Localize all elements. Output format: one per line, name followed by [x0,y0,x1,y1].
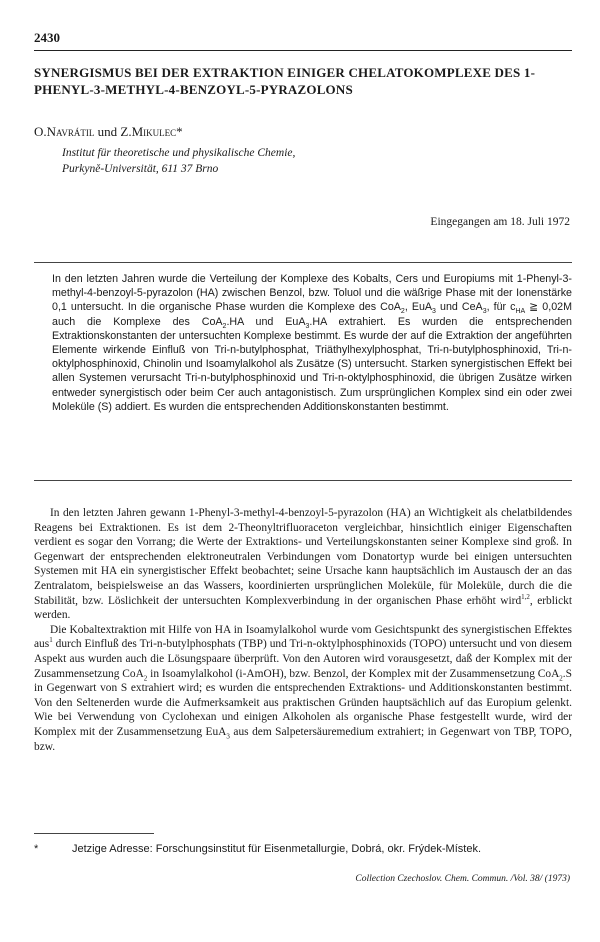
footnote-text: Jetzige Adresse: Forschungsinstitut für Eisenmetallurgie, Dobrá, okr. Frýdek-Místek. [72,843,481,855]
page-number: 2430 [34,30,60,45]
abstract-bottom-rule [34,480,572,481]
header-rule [34,50,572,51]
footnote [34,843,572,855]
journal-reference: Collection Czechoslov. Chem. Commun. /Vol. 38/ (1973) [355,874,570,884]
received-date: Eingegangen am 18. Juli 1972 [430,216,570,228]
affiliation-line-2: Purkyně-Universität, 611 37 Brno [62,163,219,175]
footnote-mark: * [34,843,39,855]
body-paragraph-2: Die Kobaltextraktion mit Hilfe von HA in Isoamylalkohol wurde vom Gesichtspunkt des synergistischen Effektes aus$^1$ durch Einfluß des Tri-n-butylphosphats (TBP) und Tri-n-oktylphosphinoxids (TOPO) untersucht und von diesem Aspekt aus wurden auch die Lösungspaare überprüft. Von den Autoren wird vorausgesetzt, daß der Komplex mit der Zusammensetzung CoA$_2$ in Isoamylalkohol (i-AmOH), bzw. Benzol, der Komplex mit der Zusammensetzung CoA$_2$.S in Gegenwart von S extrahiert wird; es wurden die entsprechenden Extraktions- und Additionskonstanten bestimmt. Von den Seltenerden wurde die Aufmerksamkeit aus praktischen Gründen hauptsächlich auf das Europium gelenkt. Wie bei Verwendung von Cyclohexan und einigen Alkoholen als organische Phase festgestellt wurde, wird der Komplex mit der Zusammensetzung EuA$_3$ aus dem Salpetersäuremedium extrahiert; in Gegenwart von TBP, TOPO, bzw. [34,623,572,753]
body-text [34,506,572,754]
article-title: SYNERGISMUS BEI DER EXTRAKTION EINIGER CHELATOKOMPLEXE DES 1-PHENYL-3-METHYL-4-BENZOYL-5-PYRAZOLONS [34,65,536,97]
affiliation-line-1: Institut für theoretische und physikalische Chemie, [62,147,296,159]
footnote-rule [34,833,154,834]
affiliation [62,145,542,177]
author-mikulec: Z.Mikulec [120,124,177,139]
author-footnote-mark: * [176,124,183,139]
body-paragraph-1: In den letzten Jahren gewann 1-Phenyl-3-methyl-4-benzoyl-5-pyrazolon (HA) an Wichtigkeit als chelatbildendes Reagens bei Extraktionen. Es ist dem 2-Theonyltrifluoraceton vergleichbar, hinsichtlich einiger Eigenschaften verdient es sogar den Vorrang; die Werte der Extraktions- und Verteilungskonstanten seiner Komplexe sind groß. In Gegenwart der entsprechenden elektroneutralen Verbindungen vom Donatortyp wurde bei einigen untersuchten Systemen mit HA ein synergistischer Effekt beobachtet; seine Ursache kann hauptsächlich im Austausch der an das Zentralatom, beispielsweise an das Wassers, koordinierten ursprünglichen Moleküle, für Moleküle, durch die die Stabilität, bzw. Löslichkeit der untersuchten Komplexverbindung in der organischen Phase erhöht wird$^{1,2}$, erblickt werden. [34,507,572,622]
authors [34,124,534,140]
abstract-top-rule [34,262,572,263]
author-conjunction: und [94,124,121,139]
abstract: In den letzten Jahren wurde die Verteilung der Komplexe des Kobalts, Cers und Europiums mit 1-Phenyl-3-methyl-4-benzoyl-5-pyrazolon (HA) zwischen Benzol, bzw. Toluol und die wäßrige Phase mit der Ionenstärke 0,1 untersucht. In die organische Phase wurden die Komplexe des CoA$_2$, EuA$_3$ und CeA$_3$, für $c_{HA}$ ≧ 0,02M auch die Komplexe des CoA$_2$.HA und EuA$_3$.HA extrahiert. Es wurden die entsprechenden Extraktionskonstanten der untersuchten Komplexe bestimmt. Es wurde der auf die Extraktion der angeführten Elemente wirkende Einfluß von Tri-n-butylphosphat, Triäthylhexylphosphat, Tri-n-butylphosphinoxid, Tri-n-oktylphosphinoxid, Chinolin und Isoamylalkohol als Zusätze (S) untersucht. Starken synergistischen Effekt bei allen Systemen verursacht Tri-n-butylphosphinoxid und Tri-n-oktylphosphinoxid, die übrigen Zusätze wirken entweder synergistisch oder beim Cer auch antagonistisch. Zum ursprünglichen Komplex sind ein oder zwei Moleküle (S) addiert. Es wurden die entsprechenden Additionskonstanten bestimmt. [52,273,573,413]
author-navratil: O.Navrátil [34,124,95,139]
